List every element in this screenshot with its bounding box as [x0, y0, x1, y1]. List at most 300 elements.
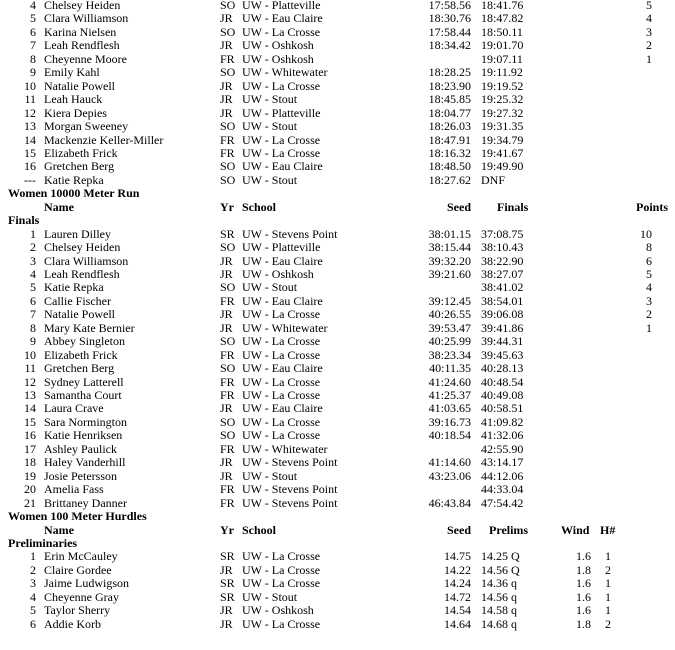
- result-row: [0, 456, 675, 469]
- result-row: [0, 483, 675, 496]
- seed-mark: 39:21.60: [428, 267, 471, 281]
- school-name: UW - Whitewater: [242, 321, 328, 335]
- school-name: UW - Stout: [242, 173, 298, 187]
- athlete-name: Jaime Ludwigson: [44, 576, 129, 590]
- seed-mark: 18:23.90: [428, 79, 471, 93]
- result-mark: 42:55.90: [481, 442, 524, 456]
- heat-cell: 1: [605, 549, 611, 563]
- place-cell: 10: [24, 79, 36, 93]
- seed-mark: 14.64: [444, 617, 471, 631]
- athlete-name: Gretchen Berg: [44, 361, 115, 375]
- event-title: Women 100 Meter Hurdles: [8, 509, 147, 523]
- school-name: UW - Platteville: [242, 240, 321, 254]
- school-name: UW - Eau Claire: [242, 401, 323, 415]
- seed-mark: 43:23.06: [428, 469, 471, 483]
- athlete-name: Katie Repka: [44, 280, 104, 294]
- athlete-name: Katie Repka: [44, 173, 104, 187]
- seed-mark: 18:34.42: [428, 38, 471, 52]
- class-year: FR: [220, 294, 235, 308]
- result-mark: 19:49.90: [481, 159, 524, 173]
- place-cell: 4: [30, 0, 36, 12]
- class-year: SO: [220, 0, 236, 12]
- school-name: UW - La Crosse: [242, 549, 321, 563]
- athlete-name: Cheyenne Gray: [44, 590, 119, 604]
- header-heat: H#: [600, 523, 616, 537]
- header-name: Name: [44, 523, 74, 537]
- seed-mark: 14.72: [444, 590, 471, 604]
- round-heading: Preliminaries: [8, 536, 78, 550]
- seed-mark: 14.75: [444, 549, 471, 563]
- seed-mark: 41:03.65: [428, 401, 471, 415]
- class-year: JR: [220, 455, 233, 469]
- class-year: FR: [220, 348, 235, 362]
- school-name: UW - Oshkosh: [242, 267, 314, 281]
- place-cell: ---: [24, 173, 36, 187]
- class-year: JR: [220, 401, 233, 415]
- class-year: SO: [220, 65, 236, 79]
- athlete-name: Clara Williamson: [44, 11, 129, 25]
- class-year: JR: [220, 307, 233, 321]
- result-mark: 18:41.76: [481, 0, 524, 12]
- place-cell: 17: [24, 442, 36, 456]
- seed-mark: 17:58.44: [428, 25, 471, 39]
- column-header-row: [0, 201, 675, 214]
- result-mark: DNF: [481, 173, 506, 187]
- athlete-name: Clara Williamson: [44, 254, 129, 268]
- points-cell: 1: [646, 321, 652, 335]
- column-header-row: [0, 524, 675, 537]
- athlete-name: Karina Nielsen: [44, 25, 117, 39]
- athlete-name: Chelsey Heiden: [44, 240, 121, 254]
- place-cell: 15: [24, 415, 36, 429]
- result-mark: 38:54.01: [481, 294, 524, 308]
- seed-mark: 38:15.44: [428, 240, 471, 254]
- athlete-name: Callie Fischer: [44, 294, 111, 308]
- wind-cell: 1.6: [576, 576, 591, 590]
- result-mark: 41:32.06: [481, 428, 524, 442]
- place-cell: 7: [30, 38, 36, 52]
- school-name: UW - Eau Claire: [242, 361, 323, 375]
- class-year: JR: [220, 254, 233, 268]
- header-wind: Wind: [561, 523, 590, 537]
- result-row: [0, 93, 675, 106]
- result-mark: 38:22.90: [481, 254, 524, 268]
- wind-cell: 1.8: [576, 617, 591, 631]
- school-name: UW - La Crosse: [242, 25, 321, 39]
- result-row: [0, 550, 675, 563]
- school-name: UW - Oshkosh: [242, 603, 314, 617]
- class-year: SR: [220, 549, 235, 563]
- result-row: [0, 577, 675, 590]
- place-cell: 15: [24, 146, 36, 160]
- points-cell: 4: [646, 280, 652, 294]
- result-mark: 39:44.31: [481, 334, 524, 348]
- result-mark: 38:27.07: [481, 267, 524, 281]
- result-row: [0, 362, 675, 375]
- athlete-name: Natalie Powell: [44, 79, 115, 93]
- school-name: UW - La Crosse: [242, 307, 321, 321]
- place-cell: 3: [30, 254, 36, 268]
- seed-mark: 18:04.77: [428, 106, 471, 120]
- school-name: UW - La Crosse: [242, 79, 321, 93]
- athlete-name: Emily Kahl: [44, 65, 100, 79]
- header-yr: Yr: [220, 200, 234, 214]
- athlete-name: Chelsey Heiden: [44, 0, 121, 12]
- round-heading: Finals: [8, 213, 40, 227]
- school-name: UW - Platteville: [242, 0, 321, 12]
- seed-mark: 18:26.03: [428, 119, 471, 133]
- header-yr: Yr: [220, 523, 234, 537]
- seed-mark: 39:12.45: [428, 294, 471, 308]
- seed-mark: 40:26.55: [428, 307, 471, 321]
- place-cell: 6: [30, 294, 36, 308]
- athlete-name: Laura Crave: [44, 401, 104, 415]
- class-year: JR: [220, 617, 233, 631]
- place-cell: 10: [24, 348, 36, 362]
- seed-mark: 41:24.60: [428, 375, 471, 389]
- class-year: FR: [220, 133, 235, 147]
- result-mark: 19:07.11: [481, 52, 523, 66]
- athlete-name: Erin McCauley: [44, 549, 118, 563]
- result-row: [0, 429, 675, 442]
- result-mark: 14.25 Q: [481, 549, 520, 563]
- place-cell: 8: [30, 52, 36, 66]
- class-year: SR: [220, 576, 235, 590]
- place-cell: 6: [30, 617, 36, 631]
- class-year: SR: [220, 227, 235, 241]
- school-name: UW - Oshkosh: [242, 38, 314, 52]
- place-cell: 9: [30, 334, 36, 348]
- class-year: FR: [220, 52, 235, 66]
- wind-cell: 1.6: [576, 590, 591, 604]
- athlete-name: Claire Gordee: [44, 563, 112, 577]
- header-school: School: [242, 523, 277, 537]
- place-cell: 1: [30, 227, 36, 241]
- result-mark: 37:08.75: [481, 227, 524, 241]
- athlete-name: Mackenzie Keller-Miller: [44, 133, 164, 147]
- school-name: UW - Eau Claire: [242, 159, 323, 173]
- seed-mark: 18:28.25: [428, 65, 471, 79]
- points-cell: 1: [646, 52, 652, 66]
- points-cell: 8: [646, 240, 652, 254]
- athlete-name: Mary Kate Bernier: [44, 321, 135, 335]
- class-year: SO: [220, 280, 236, 294]
- seed-mark: 18:45.85: [428, 92, 471, 106]
- result-mark: 39:06.08: [481, 307, 524, 321]
- result-mark: 38:41.02: [481, 280, 524, 294]
- athlete-name: Sydney Latterell: [44, 375, 124, 389]
- place-cell: 12: [24, 106, 36, 120]
- points-cell: 3: [646, 294, 652, 308]
- result-row: [0, 618, 675, 631]
- place-cell: 14: [24, 401, 36, 415]
- school-name: UW - Eau Claire: [242, 294, 323, 308]
- result-row: [0, 160, 675, 173]
- place-cell: 13: [24, 388, 36, 402]
- place-cell: 11: [24, 92, 36, 106]
- points-cell: 2: [646, 38, 652, 52]
- place-cell: 6: [30, 25, 36, 39]
- class-year: FR: [220, 482, 235, 496]
- seed-mark: 40:25.99: [428, 334, 471, 348]
- result-mark: 19:41.67: [481, 146, 524, 160]
- class-year: FR: [220, 496, 235, 510]
- seed-mark: 41:25.37: [428, 388, 471, 402]
- result-row: [0, 53, 675, 66]
- place-cell: 12: [24, 375, 36, 389]
- result-row: [0, 241, 675, 254]
- heat-cell: 2: [605, 617, 611, 631]
- place-cell: 3: [30, 576, 36, 590]
- seed-mark: 14.22: [444, 563, 471, 577]
- athlete-name: Haley Vanderhill: [44, 455, 126, 469]
- athlete-name: Morgan Sweeney: [44, 119, 129, 133]
- result-row: [0, 120, 675, 133]
- class-year: JR: [220, 38, 233, 52]
- seed-mark: 17:58.56: [428, 0, 471, 12]
- seed-mark: 40:18.54: [428, 428, 471, 442]
- result-mark: 14.58 q: [481, 603, 517, 617]
- heat-cell: 1: [605, 603, 611, 617]
- athlete-name: Amelia Fass: [44, 482, 104, 496]
- seed-mark: 39:16.73: [428, 415, 471, 429]
- result-mark: 14.36 q: [481, 576, 517, 590]
- result-mark: 14.68 q: [481, 617, 517, 631]
- result-mark: 19:25.32: [481, 92, 524, 106]
- school-name: UW - La Crosse: [242, 388, 321, 402]
- result-mark: 47:54.42: [481, 496, 524, 510]
- result-mark: 14.56 q: [481, 590, 517, 604]
- school-name: UW - Stout: [242, 590, 298, 604]
- seed-mark: 14.24: [444, 576, 471, 590]
- points-cell: 2: [646, 307, 652, 321]
- points-cell: 3: [646, 25, 652, 39]
- class-year: SO: [220, 361, 236, 375]
- result-mark: 40:28.13: [481, 361, 524, 375]
- points-cell: 10: [640, 227, 652, 241]
- place-cell: 13: [24, 119, 36, 133]
- athlete-name: Elizabeth Frick: [44, 348, 118, 362]
- school-name: UW - Eau Claire: [242, 11, 323, 25]
- header-school: School: [242, 200, 277, 214]
- athlete-name: Samantha Court: [44, 388, 122, 402]
- school-name: UW - La Crosse: [242, 563, 321, 577]
- place-cell: 16: [24, 159, 36, 173]
- result-mark: 40:48.54: [481, 375, 524, 389]
- athlete-name: Leah Rendflesh: [44, 267, 120, 281]
- school-name: UW - La Crosse: [242, 428, 321, 442]
- class-year: JR: [220, 603, 233, 617]
- class-year: JR: [220, 321, 233, 335]
- result-row: [0, 402, 675, 415]
- result-mark: 19:31.35: [481, 119, 524, 133]
- place-cell: 5: [30, 11, 36, 25]
- header-mark: Finals: [497, 200, 529, 214]
- place-cell: 4: [30, 267, 36, 281]
- place-cell: 9: [30, 65, 36, 79]
- result-mark: 39:41.86: [481, 321, 524, 335]
- athlete-name: Elizabeth Frick: [44, 146, 118, 160]
- result-mark: 41:09.82: [481, 415, 524, 429]
- school-name: UW - La Crosse: [242, 375, 321, 389]
- result-row: [0, 12, 675, 25]
- heat-cell: 1: [605, 576, 611, 590]
- school-name: UW - La Crosse: [242, 617, 321, 631]
- school-name: UW - Stevens Point: [242, 455, 338, 469]
- points-cell: 6: [646, 254, 652, 268]
- place-cell: 18: [24, 455, 36, 469]
- school-name: UW - Stout: [242, 119, 298, 133]
- class-year: FR: [220, 375, 235, 389]
- result-mark: 39:45.63: [481, 348, 524, 362]
- school-name: UW - Stevens Point: [242, 227, 338, 241]
- result-mark: 18:47.82: [481, 11, 524, 25]
- points-cell: 4: [646, 11, 652, 25]
- class-year: JR: [220, 106, 233, 120]
- seed-mark: 38:23.34: [428, 348, 471, 362]
- athlete-name: Leah Rendflesh: [44, 38, 120, 52]
- athlete-name: Katie Henriksen: [44, 428, 123, 442]
- school-name: UW - Whitewater: [242, 442, 328, 456]
- class-year: SO: [220, 119, 236, 133]
- class-year: FR: [220, 146, 235, 160]
- seed-mark: 14.54: [444, 603, 471, 617]
- school-name: UW - La Crosse: [242, 146, 321, 160]
- result-mark: 19:27.32: [481, 106, 524, 120]
- place-cell: 8: [30, 321, 36, 335]
- event-title: Women 10000 Meter Run: [8, 186, 140, 200]
- seed-mark: 18:47.91: [428, 133, 471, 147]
- result-mark: 19:34.79: [481, 133, 524, 147]
- place-cell: 11: [24, 361, 36, 375]
- school-name: UW - Eau Claire: [242, 254, 323, 268]
- athlete-name: Lauren Dilley: [44, 227, 111, 241]
- seed-mark: 41:14.60: [428, 455, 471, 469]
- seed-mark: 38:01.15: [428, 227, 471, 241]
- place-cell: 21: [24, 496, 36, 510]
- class-year: JR: [220, 563, 233, 577]
- athlete-name: Gretchen Berg: [44, 159, 115, 173]
- header-mark: Prelims: [489, 523, 529, 537]
- class-year: JR: [220, 92, 233, 106]
- result-row: [0, 66, 675, 79]
- place-cell: 4: [30, 590, 36, 604]
- school-name: UW - Oshkosh: [242, 52, 314, 66]
- result-mark: 44:33.04: [481, 482, 524, 496]
- class-year: SO: [220, 173, 236, 187]
- class-year: SO: [220, 334, 236, 348]
- place-cell: 2: [30, 240, 36, 254]
- result-mark: 40:58.51: [481, 401, 524, 415]
- class-year: SO: [220, 428, 236, 442]
- school-name: UW - Stout: [242, 92, 298, 106]
- athlete-name: Brittaney Danner: [44, 496, 127, 510]
- result-row: [0, 604, 675, 617]
- school-name: UW - Stevens Point: [242, 496, 338, 510]
- seed-mark: 18:27.62: [428, 173, 471, 187]
- header-seed: Seed: [447, 200, 471, 214]
- heat-cell: 1: [605, 590, 611, 604]
- result-row: [0, 308, 675, 321]
- place-cell: 5: [30, 603, 36, 617]
- school-name: UW - Platteville: [242, 106, 321, 120]
- school-name: UW - La Crosse: [242, 576, 321, 590]
- result-mark: 44:12.06: [481, 469, 524, 483]
- class-year: SR: [220, 590, 235, 604]
- wind-cell: 1.6: [576, 549, 591, 563]
- place-cell: 7: [30, 307, 36, 321]
- school-name: UW - Whitewater: [242, 65, 328, 79]
- place-cell: 5: [30, 280, 36, 294]
- school-name: UW - La Crosse: [242, 348, 321, 362]
- place-cell: 20: [24, 482, 36, 496]
- school-name: UW - Stout: [242, 280, 298, 294]
- heat-cell: 2: [605, 563, 611, 577]
- result-row: [0, 39, 675, 52]
- seed-mark: 18:30.76: [428, 11, 471, 25]
- result-mark: 19:01.70: [481, 38, 524, 52]
- seed-mark: 18:48.50: [428, 159, 471, 173]
- place-cell: 2: [30, 563, 36, 577]
- school-name: UW - La Crosse: [242, 334, 321, 348]
- athlete-name: Addie Korb: [44, 617, 101, 631]
- seed-mark: 18:16.32: [428, 146, 471, 160]
- result-mark: 14.56 Q: [481, 563, 520, 577]
- school-name: UW - La Crosse: [242, 415, 321, 429]
- wind-cell: 1.8: [576, 563, 591, 577]
- athlete-name: Ashley Paulick: [44, 442, 117, 456]
- class-year: JR: [220, 79, 233, 93]
- result-row: [0, 335, 675, 348]
- school-name: UW - La Crosse: [242, 133, 321, 147]
- points-cell: 5: [646, 267, 652, 281]
- result-mark: 19:11.92: [481, 65, 523, 79]
- place-cell: 1: [30, 549, 36, 563]
- place-cell: 14: [24, 133, 36, 147]
- athlete-name: Natalie Powell: [44, 307, 115, 321]
- athlete-name: Cheyenne Moore: [44, 52, 127, 66]
- header-name: Name: [44, 200, 74, 214]
- school-name: UW - Stout: [242, 469, 298, 483]
- place-cell: 19: [24, 469, 36, 483]
- class-year: FR: [220, 388, 235, 402]
- result-mark: 40:49.08: [481, 388, 524, 402]
- result-row: [0, 281, 675, 294]
- result-mark: 38:10.43: [481, 240, 524, 254]
- class-year: JR: [220, 267, 233, 281]
- class-year: SO: [220, 25, 236, 39]
- place-cell: 16: [24, 428, 36, 442]
- class-year: JR: [220, 469, 233, 483]
- athlete-name: Taylor Sherry: [44, 603, 111, 617]
- seed-mark: 39:32.20: [428, 254, 471, 268]
- class-year: SO: [220, 240, 236, 254]
- result-mark: 43:14.17: [481, 455, 524, 469]
- seed-mark: 46:43.84: [428, 496, 471, 510]
- athlete-name: Leah Hauck: [44, 92, 103, 106]
- class-year: SO: [220, 415, 236, 429]
- seed-mark: 40:11.35: [429, 361, 471, 375]
- seed-mark: 39:53.47: [428, 321, 471, 335]
- class-year: JR: [220, 11, 233, 25]
- athlete-name: Sara Normington: [44, 415, 127, 429]
- result-mark: 18:50.11: [481, 25, 523, 39]
- school-name: UW - Stevens Point: [242, 482, 338, 496]
- class-year: SO: [220, 159, 236, 173]
- result-mark: 19:19.52: [481, 79, 524, 93]
- athlete-name: Kiera Depies: [44, 106, 107, 120]
- athlete-name: Josie Petersson: [44, 469, 117, 483]
